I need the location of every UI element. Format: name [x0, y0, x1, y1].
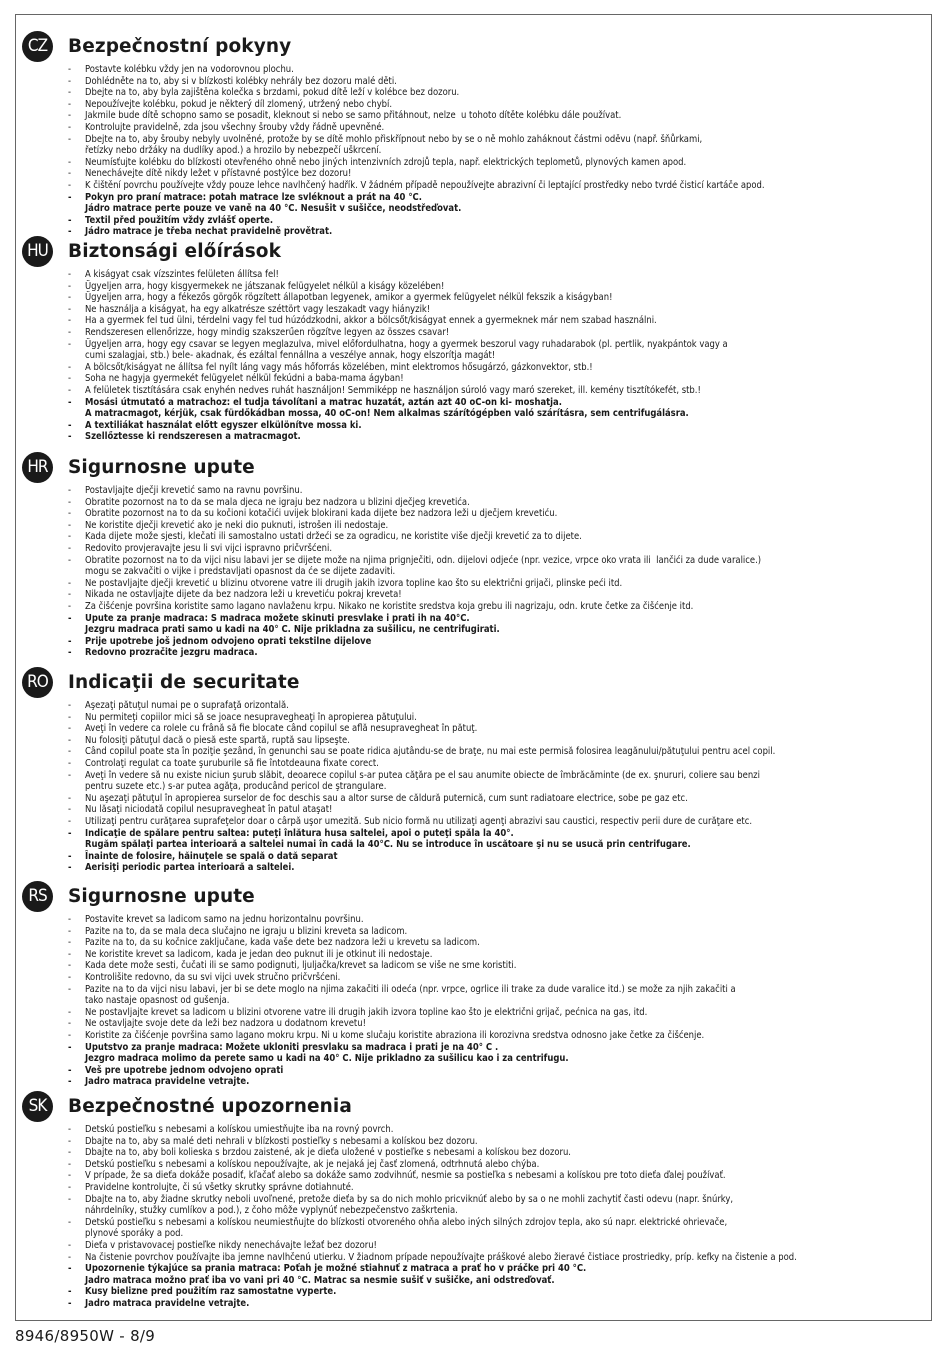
- section-header: [22, 235, 922, 267]
- instruction-item: - Nu permiteţi copiilor mici să se joace nesupravegheaţi în apropierea pătuţului.: [68, 712, 922, 724]
- instruction-item: - Ügyeljen arra, hogy a fékezős görgők rögzített állapotban legyenek, amikor a gyermek felügyelet nélkül fekszik a kiságyban!: [68, 292, 922, 304]
- instruction-item: - Prije upotrebe još jednom odvojeno oprati tekstilne dijelove: [68, 636, 922, 648]
- instruction-item: - Dbajte na to, aby boli kolieska s brzdou zaistené, ak je dieťa uložené v postieľke s nebesami a kolískou bez dozoru.: [68, 1147, 922, 1159]
- instruction-item: - Înainte de folosire, hăinuţele se spală o dată separat: [68, 851, 922, 863]
- language-badge: HU: [22, 236, 53, 267]
- instruction-item: - Rendszeresen ellenőrizze, hogy mindig szakszerűen rögzítve legyen az összes csavar!: [68, 327, 922, 339]
- section-title: Indicaţii de securitate: [68, 671, 300, 693]
- instruction-item: - Pazite na to da vijci nisu labavi, jer bi se dete moglo na njima zakačiti ili odeća (npr. vrpce, ogrlice ili trake za dude varalice itd.) se može za njih zakačiti a tako nastaje opasnost od gušenja.: [68, 984, 922, 1007]
- section-title: Bezpečnostní pokyny: [68, 35, 292, 57]
- instruction-item: - Jádro matrace je třeba nechat pravidelně provětrat.: [68, 226, 922, 238]
- section-rs: [22, 880, 922, 1088]
- section-hr: [22, 451, 922, 659]
- instruction-item: - Soha ne hagyja gyermekét felügyelet nélkül fekúdni a baba-mama ágyban!: [68, 373, 922, 385]
- instruction-item: - Redovito provjeravajte jesu li svi vijci ispravno pričvršćeni.: [68, 543, 922, 555]
- language-badge: HR: [22, 452, 53, 483]
- instruction-item: - Aerisiţi periodic partea interioară a saltelei.: [68, 862, 922, 874]
- instruction-item: - Postavljajte dječji krevetić samo na ravnu površinu.: [68, 485, 922, 497]
- instruction-item: - Veš pre upotrebe jednom odvojeno oprati: [68, 1065, 922, 1077]
- instruction-item: - Când copilul poate sta în poziţie şezând, în genunchi sau se poate ridica ajutându-se de braţe, nu mai este permisă folosirea leagănului/pătuţului pentru acel copil.: [68, 746, 922, 758]
- instruction-item: - Nenechávejte dítě nikdy ležet v přístavné postýlce bez dozoru!: [68, 168, 922, 180]
- instruction-item: - Kontrolujte pravidelně, zda jsou všechny šrouby vždy řádně upevněné.: [68, 122, 922, 134]
- instruction-item: - Ha a gyermek fel tud ülni, térdelni vagy fel tud húzódzkodni, akkor a bölcsőt/kiságyat ennek a gyermeknek már nem szabad használni.: [68, 315, 922, 327]
- instruction-item: - Kada dete može sesti, čučati ili se samo podignuti, ljuljačka/krevet sa ladicom se više ne sme koristiti.: [68, 960, 922, 972]
- section-header: [22, 666, 922, 698]
- instruction-item: - A bölcsőt/kiságyat ne állítsa fel nyílt láng vagy más hőforrás közelében, mint elektromos hősugárzó, gázkonvektor, stb.!: [68, 362, 922, 374]
- instruction-item: - Upozornenie týkajúce sa prania matraca: Poťah je možné stiahnuť z matraca a prať ho v práčke pri 40 °C. Jadro matraca možno prať iba vo vani pri 40 °C. Matrac sa nesmie sušiť v sušičke, ani odstreďovať.: [68, 1263, 922, 1286]
- instruction-list: [22, 1124, 922, 1310]
- instruction-item: - Nikada ne ostavljajte dijete da bez nadzora leži u krevetiću pokraj kreveta!: [68, 589, 922, 601]
- language-badge: SK: [22, 1091, 53, 1122]
- language-badge: RS: [22, 881, 53, 912]
- instruction-item: - Kusy bielizne pred použitím raz samostatne vyperte.: [68, 1286, 922, 1298]
- instruction-item: - Textil před použitím vždy zvlášť operte.: [68, 215, 922, 227]
- instruction-item: - Dbajte na to, aby žiadne skrutky neboli uvoľnené, pretože dieťa by sa do nich mohlo pricviknúť alebo by sa o ne mohli zachytiť časti odevu (napr. šnúrky, náhrdelníky, stužky cumlíkov a pod.), z čoho môže vyplynúť nebezpečenstvo zaškrtenia.: [68, 1194, 922, 1217]
- instruction-item: - Neumísťujte kolébku do blízkosti otevřeného ohně nebo jiných intenzivních zdrojů tepla, např. elektrických teplometů, plynových kamen apod.: [68, 157, 922, 169]
- instruction-item: - Kada dijete može sjesti, klečati ili samostalno ustati držeći se za ogradicu, ne koristite više dječji krevetić za to dijete.: [68, 531, 922, 543]
- instruction-item: - A felületek tisztítására csak enyhén nedves ruhát használjon! Semmiképp ne használjon súroló vagy maró szereket, ill. kemény tisztítókefét, stb.!: [68, 385, 922, 397]
- section-title: Biztonsági előírások: [68, 240, 282, 262]
- section-header: [22, 880, 922, 912]
- instruction-list: [22, 64, 922, 238]
- instruction-item: - Kontrolišite redovno, da su svi vijci uvek stručno pričvršćeni.: [68, 972, 922, 984]
- section-hu: [22, 235, 922, 443]
- instruction-list: [22, 485, 922, 659]
- instruction-item: - Pazite na to, da se mala deca slučajno ne igraju u blizini kreveta sa ladicom.: [68, 926, 922, 938]
- instruction-item: - Nepoužívejte kolébku, pokud je některý díl zlomený, utržený nebo chybí.: [68, 99, 922, 111]
- instruction-item: - Ne postavljajte krevet sa ladicom u blizini otvorene vatre ili drugih jakih izvora topline kao što je električni grijač, pećnica na gas, itd.: [68, 1007, 922, 1019]
- instruction-item: - Koristite za čišćenje površina samo lagano mokru krpu. Ni u kome slučaju koristite abraziona ili korozivna sredstva odnosno jake četke za čišćenje.: [68, 1030, 922, 1042]
- instruction-item: - Controlaţi regulat ca toate şuruburile să fie întotdeauna fixate corect.: [68, 758, 922, 770]
- section-title: Sigurnosne upute: [68, 456, 255, 478]
- instruction-item: - Dbajte na to, aby sa malé deti nehrali v blízkosti postieľky s nebesami a kolískou bez dozoru.: [68, 1136, 922, 1148]
- instruction-item: - Ne koristite dječji krevetić ako je neki dio puknuti, istrošen ili nedostaje.: [68, 520, 922, 532]
- instruction-item: - Aveţi în vedere ca rolele cu frână să fie blocate când copilul se află nesupravegheat în pătuţ.: [68, 723, 922, 735]
- section-header: [22, 1090, 922, 1122]
- instruction-list: [22, 269, 922, 443]
- instruction-item: - Nu lăsaţi niciodată copilul nesupravegheat în patul ataşat!: [68, 804, 922, 816]
- instruction-item: - Jakmile bude dítě schopno samo se posadit, kleknout si nebo se samo přitáhnout, nelze u tohoto dítěte kolébku dále používat.: [68, 110, 922, 122]
- instruction-item: - Obratite pozornost na to da vijci nisu labavi jer se dijete može na njima prignječiti, odn. dijelovi odjeće (npr. vezice, vrpce oko vrata ili lančići za dude varalice.) mogu se zakvačiti o vijke i predstavljati opasnost da će se dijete zadaviti.: [68, 555, 922, 578]
- instruction-item: - Detskú postieľku s nebesami a kolískou umiestňujte iba na rovný povrch.: [68, 1124, 922, 1136]
- instruction-item: - Aveţi în vedere să nu existe niciun şurub slăbit, deoarece copilul s-ar putea căţăra pe el sau anumite obiecte de îmbrăcăminte (de ex. şnururi, coliere sau benzi pentru suzete etc.) s-ar putea agăţa, producând pericol de ştrangulare.: [68, 770, 922, 793]
- instruction-item: - Mosási útmutató a matrachoz: el tudja távolítani a matrac huzatát, aztán azt 40 oC-on ki- moshatja. A matracmagot, kérjük, csak fürdőkádban mossa, 40 oC-on! Nem alkalmas szárítógépben való szárításra, sem centrifugálásra.: [68, 397, 922, 420]
- instruction-item: - Detskú postieľku s nebesami a kolískou nepoužívajte, ak je nejaká jej časť zlomená, odtrhnutá alebo chýba.: [68, 1159, 922, 1171]
- instruction-item: - Ügyeljen arra, hogy kisgyermekek ne játszanak felügyelet nélkül a kiságy közelében!: [68, 281, 922, 293]
- instruction-item: - Szellőztesse ki rendszeresen a matracmagot.: [68, 431, 922, 443]
- instruction-item: - Dbejte na to, aby šrouby nebyly uvolněné, protože by se dítě mohlo přiskřípnout nebo by se o ně mohlo zaháknout částmi oděvu (např. šňůrkami, řetízky nebo držáky na dudlíky apod.) a hrozilo by nebezpečí uškrcení.: [68, 134, 922, 157]
- instruction-item: - Nu folosiţi pătuţul dacă o piesă este spartă, ruptă sau lipseşte.: [68, 735, 922, 747]
- language-badge: CZ: [22, 31, 53, 62]
- instruction-item: - Pokyn pro praní matrace: potah matrace lze svléknout a prát na 40 °C. Jádro matrace perte pouze ve vaně na 40 °C. Nesušit v sušičce, neodstřeďovat.: [68, 192, 922, 215]
- instruction-item: - Ne használja a kiságyat, ha egy alkatrésze széttört vagy leszakadt vagy hiányzik!: [68, 304, 922, 316]
- instruction-item: - Indicaţie de spălare pentru saltea: puteţi înlătura husa saltelei, apoi o puteţi spăla la 40°. Rugăm spălaţi partea interioară a saltelei numai în cadă la 40°C. Nu se introduce în uscătoare şi nu se usucă prin centrifugare.: [68, 828, 922, 851]
- instruction-item: - A kiságyat csak vízszintes felületen állítsa fel!: [68, 269, 922, 281]
- instruction-item: - Redovno prozračite jezgru madraca.: [68, 647, 922, 659]
- instruction-item: - Obratite pozornost na to da se mala djeca ne igraju bez nadzora u blizini dječjeg krevetića.: [68, 497, 922, 509]
- section-title: Bezpečnostné upozornenia: [68, 1095, 352, 1117]
- instruction-item: - Dieťa v pristavovacej postieľke nikdy nenechávajte ležať bez dozoru!: [68, 1240, 922, 1252]
- instruction-item: - Postavite krevet sa ladicom samo na jednu horizontalnu površinu.: [68, 914, 922, 926]
- instruction-item: - Na čistenie povrchov používajte iba jemne navlhčenú utierku. V žiadnom prípade nepoužívajte práškové alebo žieravé čistiace prostriedky, príp. kefky na čistenie a pod.: [68, 1252, 922, 1264]
- instruction-item: - K čištění povrchu používejte vždy pouze lehce navlhčený hadřík. V žádném případě nepoužívejte abrazivní či leptající prostředky nebo tvrdé čisticí kartáče apod.: [68, 180, 922, 192]
- instruction-item: - Dbejte na to, aby byla zajištěna kolečka s brzdami, pokud dítě leží v kolébce bez dozoru.: [68, 87, 922, 99]
- instruction-item: - Uputstvo za pranje madraca: Možete ukloniti presvlaku sa madraca i prati je na 40° C . Jezgro madraca molimo da perete samo u kadi na 40° C. Nije prikladno za sušilicu kao i za centrifugu.: [68, 1042, 922, 1065]
- instruction-item: - Ne koristite krevet sa ladicom, kada je jedan deo puknut ili je otkinut ili nedostaje.: [68, 949, 922, 961]
- instruction-item: - Nu aşezaţi pătuţul în apropierea surselor de foc deschis sau a altor surse de căldură puternică, cum sunt radiatoare electrice, sobe pe gaz etc.: [68, 793, 922, 805]
- instruction-item: - Pravidelne kontrolujte, či sú všetky skrutky správne dotiahnuté.: [68, 1182, 922, 1194]
- instruction-list: [22, 914, 922, 1088]
- section-sk: [22, 1090, 922, 1310]
- instruction-item: - Za čišćenje površina koristite samo lagano navlaženu krpu. Nikako ne koristite sredstva koja grebu ili nagrizaju, odn. krute četke za čišćenje itd.: [68, 601, 922, 613]
- section-ro: [22, 666, 922, 874]
- instruction-item: - Pazite na to, da su kočnice zaključane, kada vaše dete bez nadzora leži u krevetu sa ladicom.: [68, 937, 922, 949]
- instruction-item: - V prípade, že sa dieťa dokáže posadiť, kľačať alebo sa dokáže samo zodvihnúť, nesmie sa postieľka s nebesami a kolískou pre toto dieťa ďalej používať.: [68, 1170, 922, 1182]
- section-cz: [22, 30, 922, 238]
- instruction-item: - A textiliákat használat előtt egyszer elkülönítve mossa ki.: [68, 420, 922, 432]
- page-footer: 8946/8950W - 8/9: [15, 1327, 156, 1345]
- instruction-item: - Jadro matraca pravidelne vetrajte.: [68, 1076, 922, 1088]
- instruction-item: - Utilizaţi pentru curăţarea suprafeţelor doar o cârpă uşor umezită. Sub nicio formă nu utilizaţi agenţi abrazivi sau caustici, respectiv perii dure de curăţare etc.: [68, 816, 922, 828]
- instruction-item: - Ügyeljen arra, hogy egy csavar se legyen meglazulva, mivel előfordulhatna, hogy a gyermek beszorul vagy ruhadarabok (pl. pertlik, nyakpántok vagy a cumi szalagjai, stb.) bele- akadnak, és ezáltal fennállna a veszélye annak, hogy elszorítja magát!: [68, 339, 922, 362]
- section-header: [22, 30, 922, 62]
- instruction-item: - Obratite pozornost na to da su kočioni kotačići uvijek blokirani kada dijete bez nadzora leži u dječjem krevetiću.: [68, 508, 922, 520]
- section-header: [22, 451, 922, 483]
- instruction-item: - Jadro matraca pravidelne vetrajte.: [68, 1298, 922, 1310]
- instruction-item: - Dohlédněte na to, aby si v blízkosti kolébky nehrály bez dozoru malé děti.: [68, 76, 922, 88]
- language-badge: RO: [22, 667, 53, 698]
- instruction-item: - Postavte kolébku vždy jen na vodorovnou plochu.: [68, 64, 922, 76]
- instruction-item: - Aşezaţi pătuţul numai pe o suprafaţă orizontală.: [68, 700, 922, 712]
- instruction-item: - Ne ostavljajte svoje dete da leži bez nadzora u dodatnom krevetu!: [68, 1018, 922, 1030]
- section-title: Sigurnosne upute: [68, 885, 255, 907]
- instruction-list: [22, 700, 922, 874]
- instruction-item: - Upute za pranje madraca: S madraca možete skinuti presvlake i prati ih na 40°C. Jezgru madraca prati samo u kadi na 40° C. Nije prikladna za sušilicu, ne centrifugirati.: [68, 613, 922, 636]
- instruction-item: - Detskú postieľku s nebesami a kolískou neumiestňujte do blízkosti otvoreného ohňa alebo iných silných zdrojov tepla, ako sú napr. elektrické ohrievače, plynové sporáky a pod.: [68, 1217, 922, 1240]
- instruction-item: - Ne postavljajte dječji krevetić u blizinu otvorene vatre ili drugih jakih izvora topline kao što su električni grijači, plinske peći itd.: [68, 578, 922, 590]
